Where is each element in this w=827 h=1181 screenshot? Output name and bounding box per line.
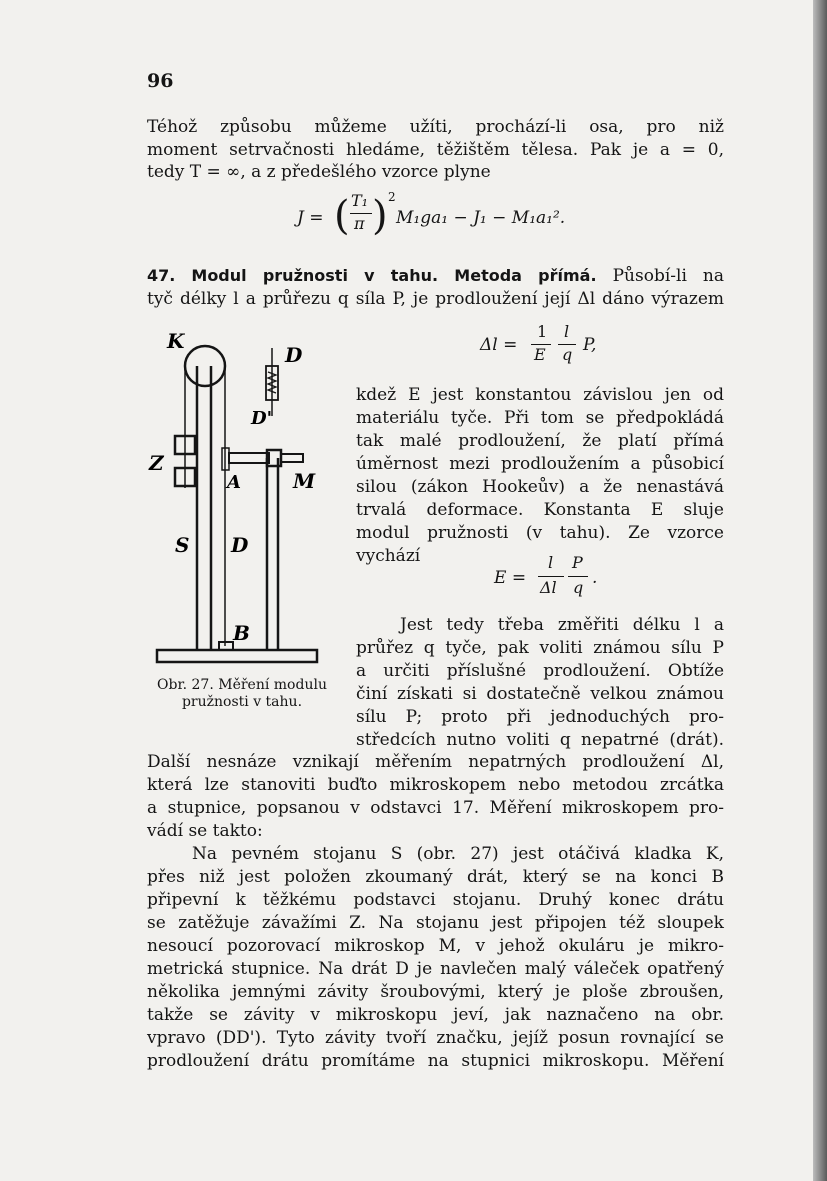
formula-denominator: π xyxy=(354,214,365,233)
text-line: tyč délky l a průřezu q síla P, je prodloužení její Δl dáno výrazem xyxy=(147,289,724,309)
label-b: B xyxy=(233,621,250,645)
text-line: se zatěžuje závažími Z. Na stojanu jest připojen též sloupek xyxy=(147,913,724,933)
figure-caption-2: pružnosti v tahu. xyxy=(181,694,303,710)
label-d-prime: D' xyxy=(251,408,273,429)
text-line: středcích nutno voliti q nepatrné (drát). xyxy=(356,730,724,750)
formula-numerator: T₁ xyxy=(351,191,369,210)
formula-num-2: P xyxy=(572,553,583,572)
formula-num-1: l xyxy=(548,553,554,572)
text-line: která lze stanoviti buďto mikroskopem nebo metodou zrcátka xyxy=(147,775,724,795)
microscope-tube xyxy=(229,453,269,463)
text-line: prodloužení drátu promítáme na stupnici mikroskopu. Měření xyxy=(147,1051,724,1071)
text-line: tak malé prodloužení, že platí přímá xyxy=(356,431,724,451)
paren-right: ) xyxy=(372,193,388,239)
text-line: Na pevném stojanu S (obr. 27) jest otáčivá kladka K, xyxy=(192,844,724,864)
text-line: několika jemnými závity šroubovými, který je ploše zbroušen, xyxy=(147,982,724,1002)
text-line: vádí se takto: xyxy=(147,821,263,841)
text-line: průřez q tyče, pak voliti známou sílu P xyxy=(356,638,724,658)
text-line: a určiti příslušné prodloužení. Obtíže xyxy=(356,661,724,681)
text-line: vychází xyxy=(356,546,421,566)
label-d-mid: D xyxy=(231,533,249,557)
section-title: Modul pružnosti v tahu. Metoda přímá. xyxy=(191,266,597,285)
microscope-eyepiece xyxy=(281,454,303,462)
formula-tail: . xyxy=(592,568,598,588)
text-line: metrická stupnice. Na drát D je navlečen malý váleček opatřený xyxy=(147,959,724,979)
label-z: Z xyxy=(149,451,164,475)
section-number: 47. xyxy=(147,266,176,285)
fraction-bar xyxy=(538,576,564,577)
label-d-top: D xyxy=(285,343,303,367)
paren-left: ( xyxy=(334,193,350,239)
fraction-bar xyxy=(568,576,588,577)
text-line: modul pružnosti (v tahu). Ze vzorce xyxy=(356,523,724,543)
figure-caption-1: Obr. 27. Měření modulu xyxy=(157,677,327,693)
formula-den-1: E xyxy=(534,345,546,364)
label-a: A xyxy=(227,472,241,493)
formula-den-2: q xyxy=(573,578,584,597)
text-line: úměrnost mezi prodloužením a působicí xyxy=(356,454,724,474)
text-line: kdež E jest konstantou závislou jen od xyxy=(356,385,724,405)
formula-exponent: 2 xyxy=(388,190,396,204)
page-edge-shadow xyxy=(813,0,827,1181)
text-line: sílu P; proto při jednoduchých pro- xyxy=(356,707,724,727)
text-line: Jest tedy třeba změřiti délku l a xyxy=(400,615,724,635)
label-s: S xyxy=(175,533,190,557)
text-line: a stupnice, popsanou v odstavci 17. Měření mikroskopem pro- xyxy=(147,798,724,818)
figure-apparatus xyxy=(145,328,355,674)
text-line: trvalá deformace. Konstanta E sluje xyxy=(356,500,724,520)
text-line: silou (zákon Hookeův) a že nenastává xyxy=(356,477,724,497)
base-plate xyxy=(157,650,317,662)
label-k: K xyxy=(167,329,185,353)
label-m: M xyxy=(293,469,316,493)
text-line: materiálu tyče. Při tom se předpokládá xyxy=(356,408,724,428)
text-line: moment setrvačnosti hledáme, těžištěm tělesa. Pak je a = 0, xyxy=(147,140,724,160)
text-line: takže se závity v mikroskopu jeví, jak naznačeno na obr. xyxy=(147,1005,724,1025)
pulley-wheel xyxy=(185,346,225,386)
formula-num-2: l xyxy=(564,322,570,341)
formula-lhs: Δl = xyxy=(480,335,518,355)
text-line: tedy T = ∞, a z předešlého vzorce plyne xyxy=(147,162,491,182)
formula-den-2: q xyxy=(562,345,573,364)
formula-lhs: J = xyxy=(297,208,324,228)
text-line: připevní k těžkému podstavci stojanu. Druhý konec drátu xyxy=(147,890,724,910)
formula-rest: M₁ga₁ − J₁ − M₁a₁². xyxy=(396,208,566,228)
text-line: přes niž jest položen zkoumaný drát, který se na konci B xyxy=(147,867,724,887)
formula-tail: P, xyxy=(583,335,597,355)
text-line: vpravo (DD'). Tyto závity tvoří značku, jejíž posun rovnající se xyxy=(147,1028,724,1048)
section-lead: Působí-li na xyxy=(612,266,725,286)
text-line: Další nesnáze vznikají měřením nepatrných prodloužení Δl, xyxy=(147,752,724,772)
formula-den-1: Δl xyxy=(540,578,557,597)
text-line: činí získati si dostatečně velkou známou xyxy=(356,684,724,704)
formula-num-1: 1 xyxy=(537,322,548,341)
section-heading-line xyxy=(147,265,724,287)
text-line: Téhož způsobu můžeme užíti, prochází-li osa, pro niž xyxy=(147,117,724,137)
formula-lhs: E = xyxy=(494,568,527,588)
text-line: nesoucí pozorovací mikroskop M, v jehož okuláru je mikro- xyxy=(147,936,724,956)
page-number: 96 xyxy=(147,70,174,92)
